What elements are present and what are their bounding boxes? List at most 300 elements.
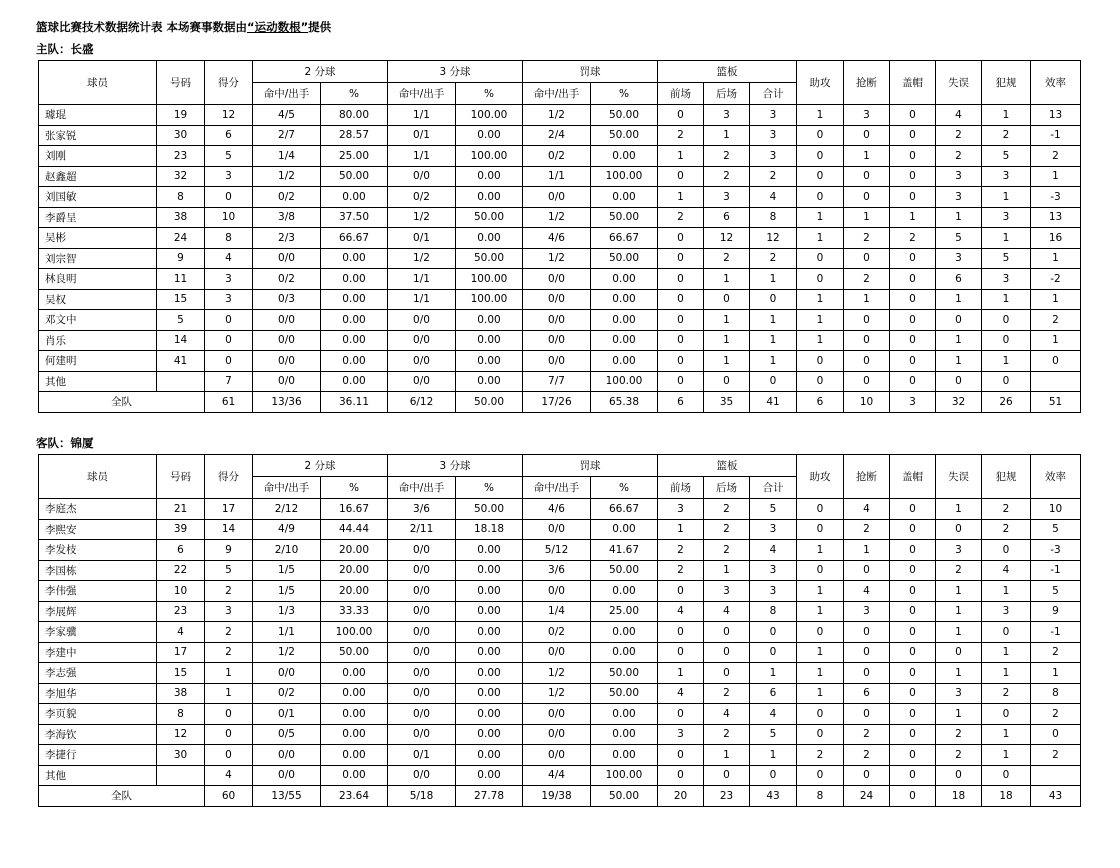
cell-number: 19 xyxy=(157,105,205,126)
cell-steals: 3 xyxy=(844,601,890,622)
cell-number: 30 xyxy=(157,125,205,146)
cell-player: 吴彬 xyxy=(39,228,157,249)
cell-ft-pct: 0.00 xyxy=(591,704,658,725)
cell-reb-offensive: 0 xyxy=(658,330,704,351)
cell-number xyxy=(157,371,205,392)
cell-points: 6 xyxy=(205,125,253,146)
cell-efficiency: 0 xyxy=(1031,724,1081,745)
cell-reb-total: 1 xyxy=(750,269,797,290)
cell-reb-defensive: 0 xyxy=(704,371,750,392)
player-row xyxy=(39,330,1081,351)
cell-reb-defensive: 1 xyxy=(704,125,750,146)
cell-fouls: 2 xyxy=(982,499,1031,520)
cell-player: 李展辉 xyxy=(39,601,157,622)
cell-reb-offensive: 0 xyxy=(658,581,704,602)
cell-number: 22 xyxy=(157,560,205,581)
cell-total-two-pt-pct: 23.64 xyxy=(321,786,388,807)
cell-player: 其他 xyxy=(39,765,157,786)
cell-ft-made-att: 0/0 xyxy=(523,745,591,766)
cell-number: 12 xyxy=(157,724,205,745)
cell-blocks: 0 xyxy=(890,622,936,643)
cell-points: 2 xyxy=(205,581,253,602)
cell-two-pt-made-att: 0/2 xyxy=(253,269,321,290)
header-fouls: 犯规 xyxy=(982,455,1031,499)
cell-turnovers: 2 xyxy=(936,146,982,167)
cell-three-pt-pct: 0.00 xyxy=(456,351,523,372)
cell-total-reb-defensive: 23 xyxy=(704,786,750,807)
cell-ft-made-att: 2/4 xyxy=(523,125,591,146)
cell-reb-defensive: 2 xyxy=(704,519,750,540)
cell-two-pt-pct: 20.00 xyxy=(321,540,388,561)
cell-reb-total: 1 xyxy=(750,310,797,331)
cell-steals: 0 xyxy=(844,704,890,725)
cell-points: 0 xyxy=(205,704,253,725)
cell-three-pt-made-att: 0/1 xyxy=(388,125,456,146)
cell-steals: 1 xyxy=(844,289,890,310)
cell-assists: 0 xyxy=(797,765,844,786)
cell-number: 15 xyxy=(157,663,205,684)
cell-three-pt-pct: 100.00 xyxy=(456,269,523,290)
cell-ft-made-att: 0/0 xyxy=(523,581,591,602)
cell-steals: 0 xyxy=(844,371,890,392)
cell-assists: 0 xyxy=(797,622,844,643)
cell-blocks: 0 xyxy=(890,581,936,602)
cell-steals: 0 xyxy=(844,330,890,351)
cell-three-pt-made-att: 0/0 xyxy=(388,683,456,704)
cell-number: 21 xyxy=(157,499,205,520)
cell-assists: 0 xyxy=(797,560,844,581)
header-rebounds: 篮板 xyxy=(658,455,797,477)
cell-ft-made-att: 1/4 xyxy=(523,601,591,622)
player-row xyxy=(39,146,1081,167)
player-row xyxy=(39,207,1081,228)
cell-two-pt-made-att: 0/0 xyxy=(253,248,321,269)
player-row xyxy=(39,125,1081,146)
cell-reb-total: 0 xyxy=(750,765,797,786)
cell-two-pt-pct: 0.00 xyxy=(321,330,388,351)
cell-fouls: 0 xyxy=(982,330,1031,351)
cell-reb-defensive: 3 xyxy=(704,187,750,208)
cell-efficiency: 0 xyxy=(1031,351,1081,372)
cell-reb-defensive: 1 xyxy=(704,269,750,290)
cell-blocks: 0 xyxy=(890,248,936,269)
cell-number: 24 xyxy=(157,228,205,249)
header-two-pt: 2 分球 xyxy=(253,61,388,83)
cell-two-pt-pct: 28.57 xyxy=(321,125,388,146)
cell-turnovers: 1 xyxy=(936,622,982,643)
cell-total-blocks: 0 xyxy=(890,786,936,807)
cell-reb-total: 4 xyxy=(750,704,797,725)
cell-reb-total: 4 xyxy=(750,540,797,561)
cell-ft-made-att: 1/2 xyxy=(523,683,591,704)
cell-assists: 0 xyxy=(797,724,844,745)
cell-two-pt-made-att: 0/1 xyxy=(253,704,321,725)
player-row xyxy=(39,724,1081,745)
cell-ft-pct: 66.67 xyxy=(591,228,658,249)
cell-number: 38 xyxy=(157,683,205,704)
cell-number: 10 xyxy=(157,581,205,602)
cell-three-pt-made-att: 1/1 xyxy=(388,105,456,126)
header-free-throw: 罚球 xyxy=(523,455,658,477)
player-row xyxy=(39,105,1081,126)
cell-ft-pct: 50.00 xyxy=(591,560,658,581)
cell-total-turnovers: 32 xyxy=(936,392,982,413)
cell-assists: 0 xyxy=(797,248,844,269)
cell-turnovers: 1 xyxy=(936,289,982,310)
header-pct: % xyxy=(456,477,523,499)
cell-reb-offensive: 0 xyxy=(658,371,704,392)
player-row xyxy=(39,519,1081,540)
player-row xyxy=(39,371,1081,392)
cell-fouls: 3 xyxy=(982,601,1031,622)
cell-blocks: 0 xyxy=(890,351,936,372)
cell-ft-pct: 0.00 xyxy=(591,724,658,745)
cell-three-pt-pct: 0.00 xyxy=(456,765,523,786)
cell-reb-defensive: 0 xyxy=(704,622,750,643)
cell-two-pt-made-att: 0/3 xyxy=(253,289,321,310)
cell-two-pt-pct: 37.50 xyxy=(321,207,388,228)
cell-efficiency: 1 xyxy=(1031,663,1081,684)
cell-total-steals: 24 xyxy=(844,786,890,807)
cell-two-pt-made-att: 0/2 xyxy=(253,187,321,208)
cell-blocks: 0 xyxy=(890,765,936,786)
cell-reb-offensive: 3 xyxy=(658,724,704,745)
cell-reb-total: 2 xyxy=(750,248,797,269)
cell-ft-made-att: 3/6 xyxy=(523,560,591,581)
cell-total-steals: 10 xyxy=(844,392,890,413)
cell-fouls: 1 xyxy=(982,642,1031,663)
cell-player: 赵鑫超 xyxy=(39,166,157,187)
cell-two-pt-made-att: 2/7 xyxy=(253,125,321,146)
cell-turnovers: 1 xyxy=(936,601,982,622)
cell-reb-defensive: 1 xyxy=(704,351,750,372)
cell-player: 邓文中 xyxy=(39,310,157,331)
cell-blocks: 0 xyxy=(890,540,936,561)
cell-efficiency: 2 xyxy=(1031,146,1081,167)
team-total-row xyxy=(39,392,1081,413)
cell-fouls: 1 xyxy=(982,581,1031,602)
header-blocks: 盖帽 xyxy=(890,455,936,499)
cell-player: 李发枝 xyxy=(39,540,157,561)
cell-two-pt-pct: 25.00 xyxy=(321,146,388,167)
cell-ft-made-att: 1/1 xyxy=(523,166,591,187)
cell-reb-defensive: 0 xyxy=(704,642,750,663)
cell-turnovers: 4 xyxy=(936,105,982,126)
cell-fouls: 1 xyxy=(982,289,1031,310)
cell-reb-offensive: 1 xyxy=(658,663,704,684)
cell-steals: 2 xyxy=(844,519,890,540)
header-made-att: 命中/出手 xyxy=(523,477,591,499)
cell-reb-offensive: 0 xyxy=(658,228,704,249)
cell-two-pt-made-att: 3/8 xyxy=(253,207,321,228)
cell-turnovers: 0 xyxy=(936,765,982,786)
cell-three-pt-pct: 0.00 xyxy=(456,622,523,643)
cell-two-pt-made-att: 0/0 xyxy=(253,330,321,351)
cell-fouls: 2 xyxy=(982,519,1031,540)
cell-reb-defensive: 1 xyxy=(704,330,750,351)
cell-three-pt-made-att: 0/0 xyxy=(388,704,456,725)
cell-reb-total: 0 xyxy=(750,289,797,310)
document-title xyxy=(36,19,331,35)
cell-reb-offensive: 0 xyxy=(658,765,704,786)
cell-steals: 0 xyxy=(844,248,890,269)
header-assists: 助攻 xyxy=(797,61,844,105)
cell-number: 23 xyxy=(157,146,205,167)
cell-blocks: 0 xyxy=(890,683,936,704)
header-made-att: 命中/出手 xyxy=(388,83,456,105)
cell-blocks: 0 xyxy=(890,704,936,725)
cell-three-pt-made-att: 1/1 xyxy=(388,146,456,167)
cell-reb-total: 8 xyxy=(750,207,797,228)
cell-efficiency: 8 xyxy=(1031,683,1081,704)
cell-reb-defensive: 2 xyxy=(704,166,750,187)
cell-fouls: 3 xyxy=(982,207,1031,228)
cell-three-pt-made-att: 0/0 xyxy=(388,622,456,643)
cell-steals: 0 xyxy=(844,663,890,684)
cell-ft-pct: 0.00 xyxy=(591,351,658,372)
cell-reb-defensive: 4 xyxy=(704,704,750,725)
cell-total-reb-offensive: 6 xyxy=(658,392,704,413)
cell-assists: 1 xyxy=(797,228,844,249)
away-stats-table xyxy=(38,454,1081,807)
cell-ft-pct: 50.00 xyxy=(591,125,658,146)
cell-two-pt-made-att: 4/9 xyxy=(253,519,321,540)
cell-efficiency: -3 xyxy=(1031,187,1081,208)
cell-points: 1 xyxy=(205,663,253,684)
cell-two-pt-pct: 20.00 xyxy=(321,560,388,581)
cell-reb-defensive: 1 xyxy=(704,745,750,766)
cell-two-pt-pct: 0.00 xyxy=(321,371,388,392)
cell-efficiency: 1 xyxy=(1031,330,1081,351)
cell-ft-made-att: 1/2 xyxy=(523,663,591,684)
header-assists: 助攻 xyxy=(797,455,844,499)
cell-three-pt-pct: 50.00 xyxy=(456,248,523,269)
cell-fouls: 1 xyxy=(982,745,1031,766)
cell-ft-made-att: 0/0 xyxy=(523,187,591,208)
cell-ft-made-att: 1/2 xyxy=(523,248,591,269)
player-row xyxy=(39,310,1081,331)
cell-fouls: 1 xyxy=(982,351,1031,372)
cell-total-reb-defensive: 35 xyxy=(704,392,750,413)
cell-steals: 2 xyxy=(844,228,890,249)
cell-efficiency: 5 xyxy=(1031,519,1081,540)
cell-two-pt-pct: 0.00 xyxy=(321,248,388,269)
cell-two-pt-made-att: 0/5 xyxy=(253,724,321,745)
cell-two-pt-pct: 100.00 xyxy=(321,622,388,643)
player-row xyxy=(39,622,1081,643)
cell-ft-pct: 0.00 xyxy=(591,622,658,643)
header-steals: 抢断 xyxy=(844,455,890,499)
cell-blocks: 0 xyxy=(890,745,936,766)
player-row xyxy=(39,642,1081,663)
cell-points: 3 xyxy=(205,289,253,310)
cell-player: 刘国敏 xyxy=(39,187,157,208)
cell-assists: 2 xyxy=(797,745,844,766)
cell-two-pt-made-att: 4/5 xyxy=(253,105,321,126)
cell-team-total-label: 全队 xyxy=(39,786,205,807)
cell-turnovers: 2 xyxy=(936,745,982,766)
cell-three-pt-made-att: 0/0 xyxy=(388,663,456,684)
cell-steals: 0 xyxy=(844,125,890,146)
cell-total-ft-made-att: 19/38 xyxy=(523,786,591,807)
cell-points: 14 xyxy=(205,519,253,540)
cell-points: 17 xyxy=(205,499,253,520)
header-efficiency: 效率 xyxy=(1031,455,1081,499)
cell-turnovers: 3 xyxy=(936,248,982,269)
cell-three-pt-made-att: 0/0 xyxy=(388,310,456,331)
cell-three-pt-made-att: 0/2 xyxy=(388,187,456,208)
cell-fouls: 1 xyxy=(982,663,1031,684)
cell-turnovers: 5 xyxy=(936,228,982,249)
table-body xyxy=(39,499,1081,807)
cell-efficiency: 2 xyxy=(1031,704,1081,725)
cell-player: 肖乐 xyxy=(39,330,157,351)
cell-total-ft-pct: 50.00 xyxy=(591,786,658,807)
cell-total-reb-offensive: 20 xyxy=(658,786,704,807)
cell-player: 张家锐 xyxy=(39,125,157,146)
cell-turnovers: 0 xyxy=(936,310,982,331)
cell-fouls: 2 xyxy=(982,683,1031,704)
cell-three-pt-made-att: 0/0 xyxy=(388,371,456,392)
cell-reb-total: 0 xyxy=(750,371,797,392)
cell-blocks: 0 xyxy=(890,371,936,392)
cell-efficiency: 16 xyxy=(1031,228,1081,249)
cell-player: 李熙安 xyxy=(39,519,157,540)
cell-two-pt-made-att: 1/5 xyxy=(253,581,321,602)
cell-three-pt-pct: 100.00 xyxy=(456,146,523,167)
cell-steals: 0 xyxy=(844,351,890,372)
cell-steals: 0 xyxy=(844,642,890,663)
cell-three-pt-pct: 0.00 xyxy=(456,228,523,249)
cell-two-pt-pct: 0.00 xyxy=(321,289,388,310)
player-row xyxy=(39,499,1081,520)
cell-assists: 0 xyxy=(797,146,844,167)
header-steals: 抢断 xyxy=(844,61,890,105)
cell-two-pt-pct: 20.00 xyxy=(321,581,388,602)
cell-turnovers: 1 xyxy=(936,351,982,372)
cell-steals: 6 xyxy=(844,683,890,704)
team-total-row xyxy=(39,786,1081,807)
cell-efficiency: 10 xyxy=(1031,499,1081,520)
header-defensive: 后场 xyxy=(704,477,750,499)
cell-reb-total: 1 xyxy=(750,351,797,372)
cell-ft-made-att: 1/2 xyxy=(523,207,591,228)
cell-assists: 1 xyxy=(797,289,844,310)
data-provider-link[interactable]: “运动数根” xyxy=(247,20,309,34)
cell-three-pt-made-att: 0/0 xyxy=(388,330,456,351)
cell-ft-made-att: 5/12 xyxy=(523,540,591,561)
header-free-throw: 罚球 xyxy=(523,61,658,83)
cell-three-pt-pct: 0.00 xyxy=(456,704,523,725)
header-efficiency: 效率 xyxy=(1031,61,1081,105)
cell-ft-pct: 100.00 xyxy=(591,371,658,392)
cell-two-pt-made-att: 0/2 xyxy=(253,683,321,704)
player-row xyxy=(39,351,1081,372)
cell-ft-made-att: 7/7 xyxy=(523,371,591,392)
cell-fouls: 3 xyxy=(982,269,1031,290)
cell-three-pt-pct: 18.18 xyxy=(456,519,523,540)
home-team-label: 主队：长盛 xyxy=(36,42,94,56)
cell-player: 李建中 xyxy=(39,642,157,663)
cell-assists: 0 xyxy=(797,125,844,146)
cell-ft-pct: 0.00 xyxy=(591,146,658,167)
cell-ft-pct: 0.00 xyxy=(591,269,658,290)
cell-ft-pct: 50.00 xyxy=(591,683,658,704)
cell-steals: 1 xyxy=(844,207,890,228)
cell-number: 6 xyxy=(157,540,205,561)
header-pct: % xyxy=(591,477,658,499)
cell-ft-made-att: 4/4 xyxy=(523,765,591,786)
cell-reb-defensive: 3 xyxy=(704,105,750,126)
cell-reb-total: 1 xyxy=(750,663,797,684)
cell-number: 14 xyxy=(157,330,205,351)
cell-total-blocks: 3 xyxy=(890,392,936,413)
cell-efficiency: 13 xyxy=(1031,105,1081,126)
player-row xyxy=(39,166,1081,187)
cell-turnovers: 0 xyxy=(936,371,982,392)
cell-assists: 0 xyxy=(797,187,844,208)
cell-three-pt-made-att: 0/0 xyxy=(388,765,456,786)
title-prefix: 篮球比赛技术数据统计表 本场赛事数据由 xyxy=(36,20,248,34)
player-row xyxy=(39,269,1081,290)
cell-steals: 3 xyxy=(844,105,890,126)
header-two-pt: 2 分球 xyxy=(253,455,388,477)
cell-blocks: 0 xyxy=(890,289,936,310)
cell-points: 12 xyxy=(205,105,253,126)
cell-two-pt-made-att: 0/0 xyxy=(253,351,321,372)
cell-ft-pct: 100.00 xyxy=(591,765,658,786)
cell-player: 刘刚 xyxy=(39,146,157,167)
cell-blocks: 0 xyxy=(890,146,936,167)
cell-three-pt-made-att: 0/1 xyxy=(388,745,456,766)
player-row xyxy=(39,289,1081,310)
cell-two-pt-pct: 33.33 xyxy=(321,601,388,622)
cell-reb-offensive: 0 xyxy=(658,105,704,126)
cell-total-points: 60 xyxy=(205,786,253,807)
cell-three-pt-pct: 50.00 xyxy=(456,499,523,520)
cell-efficiency: 2 xyxy=(1031,745,1081,766)
cell-reb-defensive: 6 xyxy=(704,207,750,228)
cell-points: 0 xyxy=(205,187,253,208)
cell-assists: 0 xyxy=(797,371,844,392)
table-header xyxy=(39,455,1081,499)
cell-efficiency: 5 xyxy=(1031,581,1081,602)
cell-player: 其他 xyxy=(39,371,157,392)
cell-reb-total: 3 xyxy=(750,146,797,167)
cell-reb-total: 5 xyxy=(750,499,797,520)
cell-total-fouls: 26 xyxy=(982,392,1031,413)
cell-player: 李志强 xyxy=(39,663,157,684)
cell-two-pt-pct: 0.00 xyxy=(321,683,388,704)
cell-two-pt-made-att: 2/10 xyxy=(253,540,321,561)
cell-fouls: 0 xyxy=(982,540,1031,561)
cell-fouls: 5 xyxy=(982,146,1031,167)
cell-steals: 0 xyxy=(844,187,890,208)
player-row xyxy=(39,704,1081,725)
cell-turnovers: 1 xyxy=(936,663,982,684)
cell-three-pt-made-att: 2/11 xyxy=(388,519,456,540)
cell-total-three-pt-pct: 50.00 xyxy=(456,392,523,413)
cell-three-pt-pct: 0.00 xyxy=(456,330,523,351)
cell-points: 9 xyxy=(205,540,253,561)
cell-two-pt-pct: 44.44 xyxy=(321,519,388,540)
cell-two-pt-made-att: 1/1 xyxy=(253,622,321,643)
header-number: 号码 xyxy=(157,455,205,499)
cell-ft-made-att: 0/0 xyxy=(523,724,591,745)
cell-steals: 0 xyxy=(844,310,890,331)
cell-two-pt-pct: 0.00 xyxy=(321,269,388,290)
cell-assists: 0 xyxy=(797,499,844,520)
